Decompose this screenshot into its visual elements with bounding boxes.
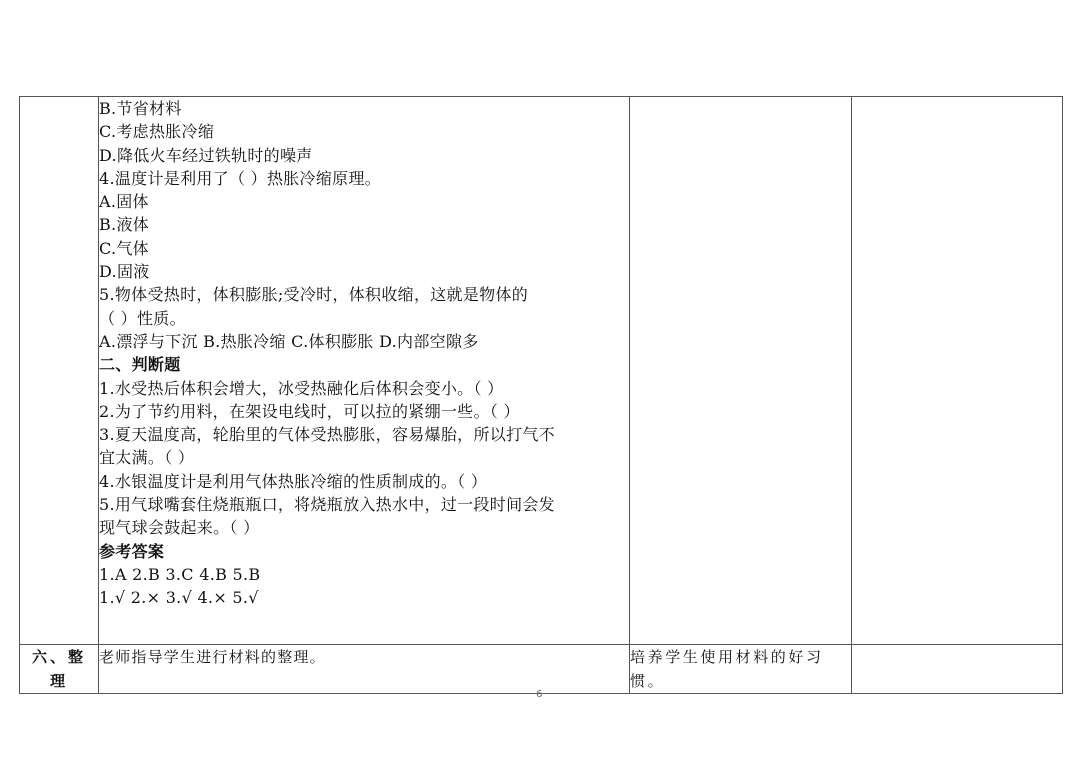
section-heading: 参考答案: [99, 541, 165, 561]
question-line: 5.用气球嘴套住烧瓶瓶口，将烧瓶放入热水中，过一段时间会发: [99, 495, 555, 515]
question-line: 1.水受热后体积会增大，冰受热融化后体积会变小。（ ）: [99, 378, 504, 398]
stage-label-line1: 六、整: [32, 648, 87, 666]
question-line: 1.√ 2.× 3.√ 4.× 5.√: [99, 588, 259, 608]
question-line: 4.水银温度计是利用气体热胀冷缩的性质制成的。（ ）: [99, 471, 488, 491]
table-row: [20, 645, 1063, 694]
question-line: C.气体: [99, 238, 149, 258]
stage-cell: [20, 97, 99, 645]
question-line: （ ）性质。: [99, 308, 186, 328]
table-row: [20, 97, 1063, 645]
notes-cell: [852, 645, 1063, 694]
lesson-plan-table: [19, 96, 1063, 694]
question-line: D.降低火车经过铁轨时的噪声: [99, 145, 313, 165]
activity-cell: [99, 97, 630, 645]
question-line: B.节省材料: [99, 99, 182, 118]
activity-text: 老师指导学生进行材料的整理。: [99, 648, 326, 666]
question-line: 4.温度计是利用了（ ）热胀冷缩原理。: [99, 168, 382, 188]
question-list: [99, 97, 629, 610]
stage-label-line2: 理: [49, 672, 68, 690]
question-line: 2.为了节约用料，在架设电线时，可以拉的紧绷一些。（ ）: [99, 401, 520, 421]
activity-cell: [99, 645, 630, 694]
question-line: D.固液: [99, 262, 150, 282]
question-line: 现气球会鼓起来。（ ）: [99, 518, 260, 538]
section-heading: 二、判断题: [99, 355, 181, 375]
question-line: A.固体: [99, 192, 149, 212]
question-line: 1.A 2.B 3.C 4.B 5.B: [99, 564, 261, 584]
question-line: 3.夏天温度高，轮胎里的气体受热膨胀，容易爆胎，所以打气不: [99, 425, 555, 445]
stage-cell: [20, 645, 99, 694]
question-line: B.液体: [99, 215, 150, 235]
goal-text: 培养学生使用材料的好习惯。: [630, 648, 824, 690]
question-line: A.漂浮与下沉 B.热胀冷缩 C.体积膨胀 D.内部空隙多: [99, 331, 479, 351]
question-line: 宜太满。（ ）: [99, 448, 195, 468]
question-line: C.考虑热胀冷缩: [99, 122, 215, 142]
question-line: 5.物体受热时，体积膨胀;受冷时，体积收缩，这就是物体的: [99, 285, 529, 305]
goal-cell: [630, 97, 852, 645]
notes-cell: [852, 97, 1063, 645]
page-number: 6: [536, 689, 543, 700]
goal-cell: [630, 645, 852, 694]
